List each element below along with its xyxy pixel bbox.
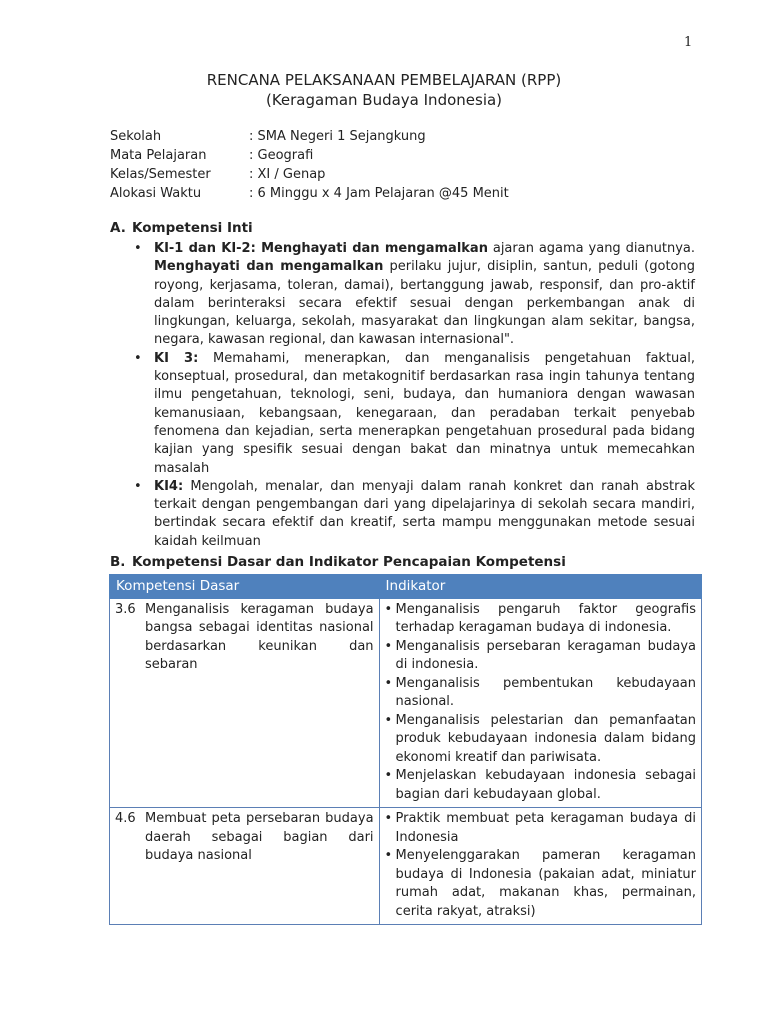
core-competence-list [134, 240, 695, 551]
section-title: Kompetensi Dasar dan Indikator Pencapaian Kompetensi [132, 554, 566, 570]
meta-label: Alokasi Waktu [110, 186, 202, 201]
list-item-ki4 [134, 478, 695, 551]
kd-text: Menganalisis keragaman budaya bangsa sebagai identitas nasional berdasarkan keunikan dan sebaran [145, 601, 374, 672]
ki-text: Mengolah, menalar, dan menyaji dalam ranah konkret dan ranah abstrak terkait dengan pengembangan dari yang dipelajarinya di sekolah secara mandiri, bertindak secara efektif dan kreatif, serta mampu menggunakan metode sesuai kaidah keilmuan [154, 478, 695, 549]
competence-table [109, 574, 702, 925]
identity-block [110, 127, 509, 203]
indicator-list [385, 601, 696, 805]
meta-row-time [110, 184, 509, 203]
ki-label: KI-1 dan KI-2: Menghayati dan mengamalkan [154, 241, 488, 256]
list-item: • Menyelenggarakan pameran keragaman budaya di Indonesia (pakaian adat, miniatur rumah adat, makanan khas, permainan, cerita rakyat, atraksi) [385, 847, 696, 921]
indicator-cell [379, 808, 701, 925]
list-item: • Menganalisis persebaran keragaman budaya di indonesia. [385, 638, 696, 675]
table-header-row [110, 575, 702, 599]
meta-value: : XI / Genap [249, 167, 326, 182]
meta-label: Sekolah [110, 129, 162, 144]
list-item: • Menganalisis pengaruh faktor geografis terhadap keragaman budaya di indonesia. [385, 601, 696, 638]
ki-label: KI 3: [154, 350, 199, 366]
meta-label: Mata Pelajaran [110, 148, 207, 163]
kd-number: 4.6 [115, 811, 136, 826]
section-letter: B. [110, 554, 126, 570]
table-row [110, 598, 702, 808]
ki-text: ajaran agama yang dianutnya. [487, 241, 696, 256]
ki-emphasis: Menghayati dan mengamalkan [154, 259, 384, 275]
kd-cell [110, 808, 380, 925]
ki-text: Memahami, menerapkan, dan menganalisis pengetahuan faktual, konseptual, prosedural, dan metakognitif berdasarkan rasa ingin tahunya tentang ilmu pengetahuan, teknologi, seni, budaya, dan humaniora dengan wawasan kemanusiaan, kebangsaan, kenegaraan, dan peradaban terkait penyebab fenomena dan kejadian, serta menerapkan pengetahuan prosedural pada bidang kajian yang spesifik sesuai dengan bakat dan minatnya untuk memecahkan masalah [154, 350, 695, 476]
list-item: • Menganalisis pembentukan kebudayaan nasional. [385, 675, 696, 712]
list-item: • Menjelaskan kebudayaan indonesia sebagai bagian dari kebudayaan global. [385, 767, 696, 804]
kd-number: 3.6 [115, 601, 136, 617]
table-row [110, 808, 702, 925]
section-a-heading [110, 220, 253, 236]
col-header-indicator: Indikator [379, 575, 701, 599]
meta-row-subject [110, 146, 509, 165]
title-line-1: RENCANA PELAKSANAAN PEMBELAJARAN (RPP) [206, 71, 562, 89]
section-letter: A. [110, 220, 126, 236]
kd-cell [110, 598, 380, 808]
ki-label: KI4: [154, 478, 184, 494]
meta-row-school [110, 127, 509, 146]
meta-value: : Geografi [249, 148, 314, 163]
list-item-ki3 [134, 350, 695, 478]
kd-text: Membuat peta persebaran budaya daerah sebagai bagian dari budaya nasional [145, 811, 374, 863]
section-title: Kompetensi Inti [132, 220, 253, 236]
list-item: • Praktik membuat peta keragaman budaya di Indonesia [385, 810, 696, 847]
meta-row-class [110, 165, 509, 184]
section-b-heading [110, 554, 566, 570]
col-header-kd: Kompetensi Dasar [110, 575, 380, 599]
indicator-list [385, 810, 696, 921]
page-number: 1 [684, 35, 693, 50]
list-item-ki1-ki2 [134, 240, 695, 350]
meta-label: Kelas/Semester [110, 167, 211, 182]
list-item: • Menganalisis pelestarian dan pemanfaatan produk kebudayaan indonesia dalam bidang ekonomi kreatif dan pariwisata. [385, 712, 696, 768]
ki-text: perilaku jujur, disiplin, santun, peduli (gotong royong, kerjasama, toleran, damai), bertanggung jawab, responsif, dan pro-aktif dalam berinteraksi secara efektif sesuai dengan perkembangan anak di lingkungan, keluarga, sekolah, masyarakat dan lingkungan alam sekitar, bangsa, negara, kawasan regional, dan kawasan internasional". [154, 259, 695, 348]
document-title [0, 70, 768, 110]
indicator-cell [379, 598, 701, 808]
meta-value: : 6 Minggu x 4 Jam Pelajaran @45 Menit [249, 186, 509, 201]
title-line-2: (Keragaman Budaya Indonesia) [265, 91, 503, 109]
meta-value: : SMA Negeri 1 Sejangkung [249, 129, 426, 144]
